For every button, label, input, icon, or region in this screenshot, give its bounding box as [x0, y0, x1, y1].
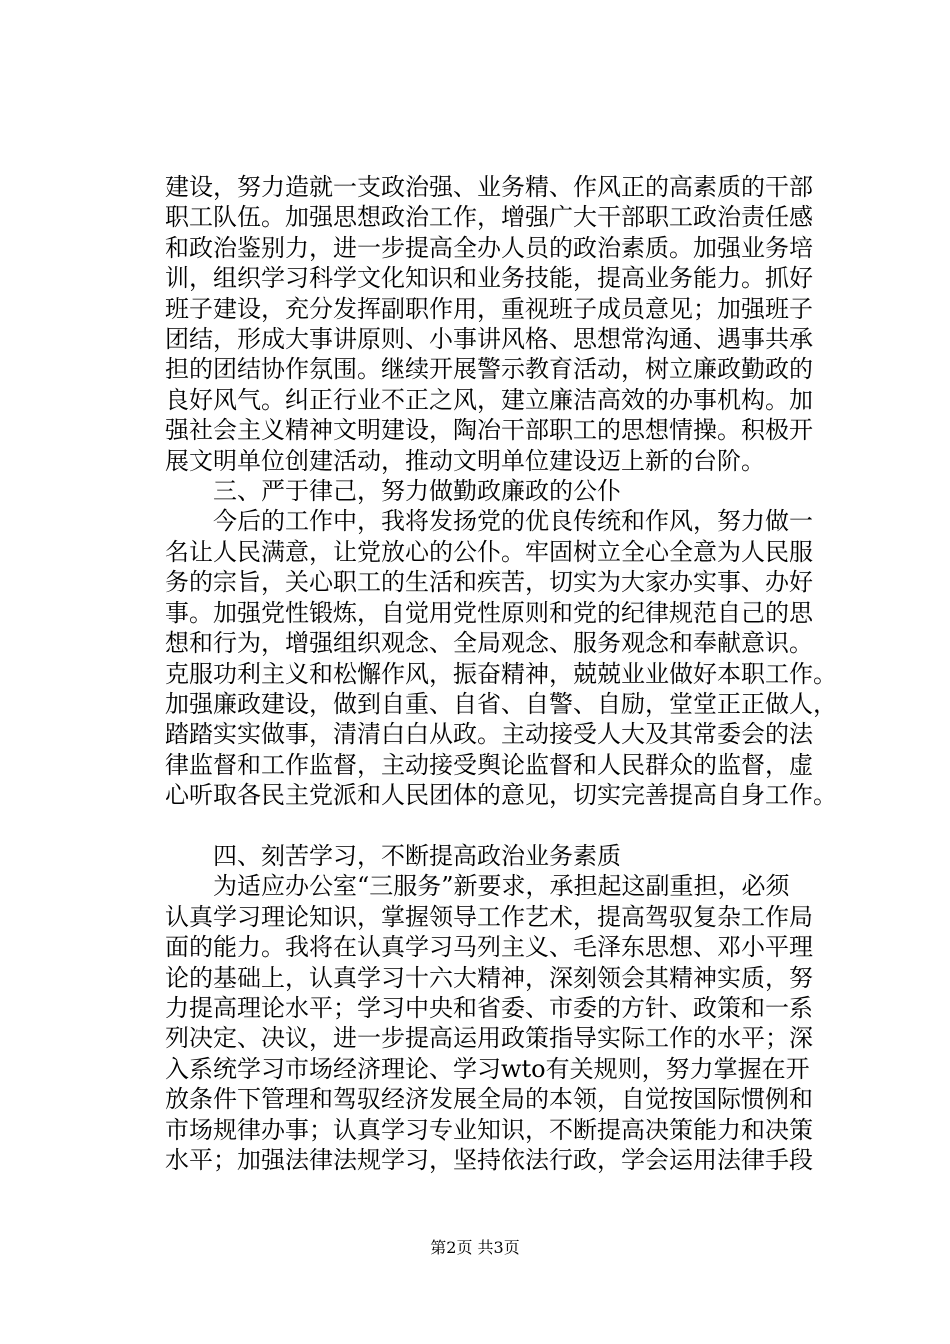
- text-line: 踏踏实实做事，清清白白从政。主动接受人大及其常委会的法: [165, 720, 813, 749]
- text-line: 列决定、决议，进一步提高运用政策指导实际工作的水平；深: [165, 1024, 813, 1053]
- text-line: 想和行为，增强组织观念、全局观念、服务观念和奉献意识。: [165, 629, 813, 658]
- text-line: 力提高理论水平；学习中央和省委、市委的方针、政策和一系: [165, 993, 813, 1022]
- text-line: 三、严于律己，努力做勤政廉政的公仆: [213, 477, 621, 506]
- page-footer: 第2页 共3页: [430, 1238, 520, 1257]
- text-line: 名让人民满意，让党放心的公仆。牢固树立全心全意为人民服: [165, 537, 813, 566]
- text-line: 事。加强党性锻炼，自觉用党性原则和党的纪律规范自己的思: [165, 598, 813, 627]
- text-line: 建设，努力造就一支政治强、业务精、作风正的高素质的干部: [165, 173, 813, 201]
- text-line: 职工队伍。加强思想政治工作，增强广大干部职工政治责任感: [165, 203, 813, 232]
- text-line: 班子建设，充分发挥副职作用，重视班子成员意见；加强班子: [165, 294, 813, 323]
- text-line: 和政治鉴别力，进一步提高全办人员的政治素质。加强业务培: [165, 233, 813, 262]
- text-line: 良好风气。纠正行业不正之风，建立廉洁高效的办事机构。加: [165, 385, 813, 414]
- text-line: 加强廉政建设，做到自重、自省、自警、自励，堂堂正正做人，: [165, 689, 837, 718]
- text-line: 水平；加强法律法规学习，坚持依法行政，学会运用法律手段: [165, 1145, 813, 1174]
- text-line: 担的团结协作氛围。继续开展警示教育活动，树立廉政勤政的: [165, 355, 813, 384]
- text-line: 展文明单位创建活动，推动文明单位建设迈上新的台阶。: [165, 446, 765, 475]
- text-line: 今后的工作中，我将发扬党的优良传统和作风，努力做一: [213, 507, 813, 536]
- text-line: 克服功利主义和松懈作风，振奋精神，兢兢业业做好本职工作。: [165, 659, 837, 688]
- text-line: 放条件下管理和驾驭经济发展全局的本领，自觉按国际惯例和: [165, 1085, 813, 1114]
- text-line: 市场规律办事；认真学习专业知识，不断提高决策能力和决策: [165, 1115, 813, 1144]
- text-line: 面的能力。我将在认真学习马列主义、毛泽东思想、邓小平理: [165, 933, 813, 962]
- body-text: [165, 172, 845, 1175]
- text-line: 训，组织学习科学文化知识和业务技能，提高业务能力。抓好: [165, 264, 813, 293]
- text-line: 团结，形成大事讲原则、小事讲风格、思想常沟通、遇事共承: [165, 325, 813, 354]
- text-line: 为适应办公室“三服务”新要求，承担起这副重担，必须: [213, 872, 790, 901]
- text-line: 认真学习理论知识，掌握领导工作艺术，提高驾驭复杂工作局: [165, 902, 813, 931]
- blank-line: [165, 811, 845, 841]
- text-line: 务的宗旨，关心职工的生活和疾苦，切实为大家办实事、办好: [165, 568, 813, 597]
- text-line: 心听取各民主党派和人民团体的意见，切实完善提高自身工作。: [165, 781, 837, 810]
- text-line: 论的基础上，认真学习十六大精神，深刻领会其精神实质，努: [165, 963, 813, 992]
- text-line: 入系统学习市场经济理论、学习wto有关规则，努力掌握在开: [165, 1054, 810, 1083]
- text-line: 四、刻苦学习，不断提高政治业务素质: [213, 841, 621, 870]
- text-line: 律监督和工作监督，主动接受舆论监督和人民群众的监督，虚: [165, 750, 813, 779]
- text-line: 强社会主义精神文明建设，陶冶干部职工的思想情操。积极开: [165, 416, 813, 445]
